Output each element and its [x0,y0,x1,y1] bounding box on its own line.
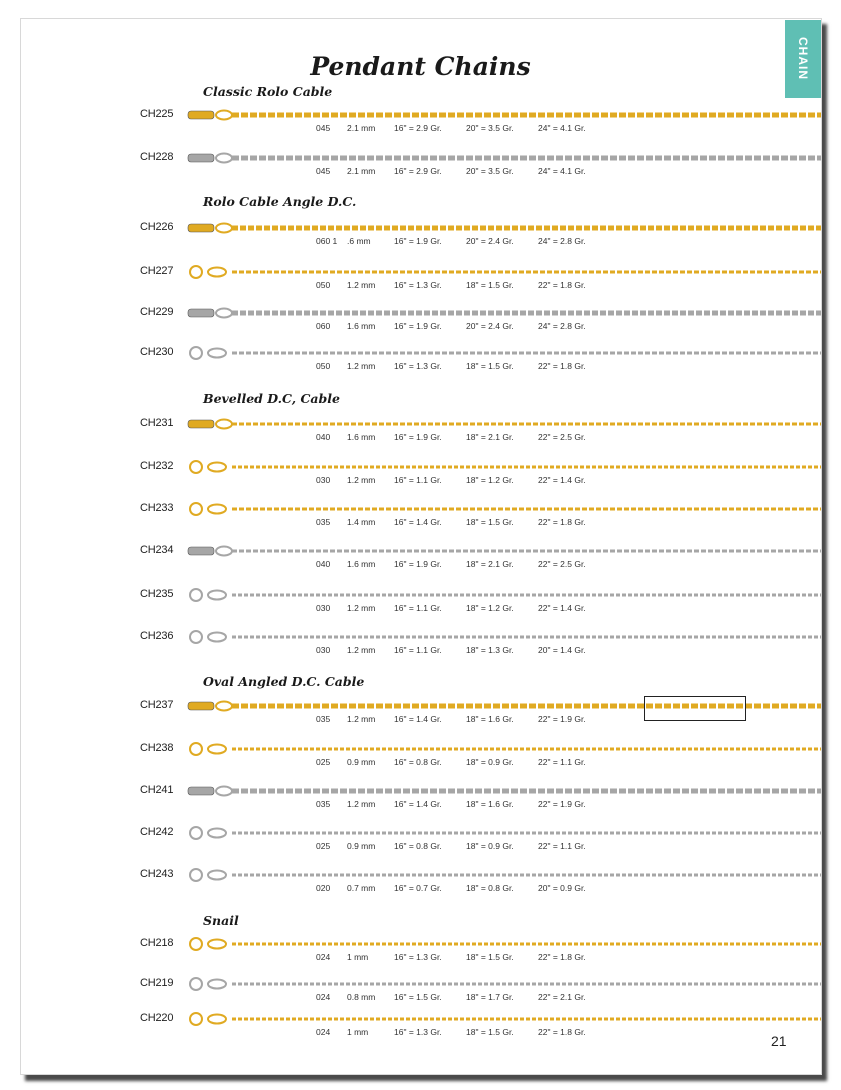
chain-spec-weight-b: 18" = 2.1 Gr. [466,559,514,569]
chain-spec-weight-a: 16" = 1.5 Gr. [394,992,442,1002]
section-heading-oval-angled-dc-cable: Oval Angled D.C. Cable [203,674,365,689]
chain-spec-weight-a: 16" = 0.8 Gr. [394,757,442,767]
spring-ring-clasp-icon [190,631,202,643]
chain-spec-gauge: 050 [316,361,331,371]
chain-spec-gauge: 045 [316,123,331,133]
chain-spec-weight-b: 18" = 1.7 Gr. [466,992,514,1002]
chain-spec-weight-c: 20" = 0.9 Gr. [538,883,586,893]
chain-image-ch242 [186,826,821,840]
chain-spec-width: 2.1 mm [347,166,376,176]
jump-ring-icon [216,420,232,429]
chain-code-ch226: CH226 [140,221,174,233]
chain-spec-weight-b: 18" = 0.8 Gr. [466,883,514,893]
jump-ring-icon [216,224,232,233]
chain-image-ch232 [186,460,821,474]
chain-spec-weight-b: 18" = 1.5 Gr. [466,280,514,290]
chain-spec-gauge: 030 [316,475,331,485]
chain-spec-width: .6 mm [347,236,371,246]
chain-code-ch241: CH241 [140,784,174,796]
section-heading-snail: Snail [203,913,239,928]
chain-code-ch234: CH234 [140,544,174,556]
chain-spec-gauge: 045 [316,166,331,176]
chain-spec-width: 1.2 mm [347,799,376,809]
chain-code-ch220: CH220 [140,1012,174,1024]
chain-spec-weight-a: 16" = 1.1 Gr. [394,603,442,613]
chain-spec-gauge: 050 [316,280,331,290]
chain-spec-width: 0.8 mm [347,992,376,1002]
chain-spec-weight-a: 16" = 2.9 Gr. [394,123,442,133]
spring-ring-clasp-icon [190,743,202,755]
chain-code-ch233: CH233 [140,502,174,514]
chain-code-ch227: CH227 [140,265,174,277]
chain-image-ch233 [186,502,821,516]
chain-spec-weight-c: 22" = 1.9 Gr. [538,799,586,809]
chain-spec-weight-c: 22" = 1.8 Gr. [538,1027,586,1037]
chain-spec-weight-c: 22" = 2.1 Gr. [538,992,586,1002]
jump-ring-icon [216,702,232,711]
chain-image-ch236 [186,630,821,644]
chain-spec-weight-a: 16" = 1.4 Gr. [394,799,442,809]
spring-ring-clasp-icon [190,827,202,839]
lobster-clasp-icon [188,702,214,710]
chain-spec-weight-c: 22" = 2.5 Gr. [538,432,586,442]
jump-ring-icon [216,111,232,120]
chain-spec-weight-a: 16" = 1.4 Gr. [394,714,442,724]
chain-spec-gauge: 060 1 [316,236,338,246]
chain-spec-width: 2.1 mm [347,123,376,133]
spring-ring-clasp-icon [190,1013,202,1025]
spring-ring-clasp-icon [190,503,202,515]
chain-code-ch229: CH229 [140,306,174,318]
chain-spec-width: 1.2 mm [347,603,376,613]
jump-ring-icon [208,591,226,600]
chain-spec-width: 1.2 mm [347,361,376,371]
chain-spec-gauge: 030 [316,645,331,655]
chain-spec-weight-b: 20" = 3.5 Gr. [466,166,514,176]
jump-ring-icon [208,349,226,358]
chain-spec-gauge: 025 [316,757,331,767]
chain-spec-width: 1 mm [347,1027,369,1037]
page-title: Pendant Chains [310,52,531,81]
chain-image-ch231 [186,417,821,431]
jump-ring-icon [208,940,226,949]
lobster-clasp-icon [188,224,214,232]
chain-image-ch228 [186,151,821,165]
spring-ring-clasp-icon [190,347,202,359]
chain-spec-weight-b: 18" = 1.3 Gr. [466,645,514,655]
chain-spec-weight-c: 22" = 1.4 Gr. [538,603,586,613]
section-heading-classic-rolo-cable: Classic Rolo Cable [203,84,333,99]
chain-spec-weight-c: 22" = 1.9 Gr. [538,714,586,724]
section-heading-rolo-cable-angle-dc: Rolo Cable Angle D.C. [203,194,357,209]
chain-image-ch235 [186,588,821,602]
chain-spec-weight-b: 18" = 1.5 Gr. [466,517,514,527]
chain-spec-width: 1.2 mm [347,645,376,655]
chain-spec-gauge: 035 [316,714,331,724]
chain-spec-weight-c: 24" = 2.8 Gr. [538,321,586,331]
chain-image-ch220 [186,1012,821,1026]
chain-image-ch226 [186,221,821,235]
chain-spec-weight-b: 20" = 2.4 Gr. [466,236,514,246]
chain-code-ch230: CH230 [140,346,174,358]
chain-code-ch237: CH237 [140,699,174,711]
chain-spec-width: 1.6 mm [347,432,376,442]
spring-ring-clasp-icon [190,978,202,990]
chain-spec-weight-b: 18" = 1.5 Gr. [466,361,514,371]
spring-ring-clasp-icon [190,266,202,278]
chain-spec-weight-b: 18" = 1.2 Gr. [466,475,514,485]
jump-ring-icon [208,871,226,880]
chain-spec-width: 1.2 mm [347,475,376,485]
chain-spec-weight-c: 24" = 4.1 Gr. [538,123,586,133]
chain-code-ch236: CH236 [140,630,174,642]
chain-spec-gauge: 060 [316,321,331,331]
jump-ring-icon [216,787,232,796]
chain-code-ch232: CH232 [140,460,174,472]
tab-label: CHAIN [796,37,810,80]
chain-spec-gauge: 024 [316,992,331,1002]
chain-code-ch235: CH235 [140,588,174,600]
chain-image-ch219 [186,977,821,991]
chain-image-ch218 [186,937,821,951]
chain-spec-width: 0.9 mm [347,757,376,767]
chain-spec-weight-c: 22" = 1.1 Gr. [538,841,586,851]
chain-spec-weight-a: 16" = 1.3 Gr. [394,952,442,962]
chain-code-ch243: CH243 [140,868,174,880]
lobster-clasp-icon [188,111,214,119]
chain-spec-weight-c: 22" = 1.1 Gr. [538,757,586,767]
chain-spec-weight-b: 18" = 1.6 Gr. [466,799,514,809]
chain-code-ch225: CH225 [140,108,174,120]
chain-spec-weight-b: 18" = 1.6 Gr. [466,714,514,724]
chain-spec-width: 1.6 mm [347,559,376,569]
lobster-clasp-icon [188,420,214,428]
section-heading-bevelled-dc-cable: Bevelled D.C, Cable [203,391,340,406]
jump-ring-icon [208,829,226,838]
page-number: 21 [771,1033,787,1049]
chain-spec-weight-a: 16" = 1.9 Gr. [394,559,442,569]
jump-ring-icon [216,309,232,318]
chain-spec-weight-c: 24" = 4.1 Gr. [538,166,586,176]
chain-spec-weight-b: 20" = 2.4 Gr. [466,321,514,331]
chain-spec-weight-a: 16" = 2.9 Gr. [394,166,442,176]
chain-code-ch238: CH238 [140,742,174,754]
chain-spec-weight-b: 18" = 0.9 Gr. [466,841,514,851]
jump-ring-icon [208,633,226,642]
chain-image-ch243 [186,868,821,882]
chain-code-ch218: CH218 [140,937,174,949]
chain-spec-gauge: 024 [316,952,331,962]
chain-spec-weight-c: 20" = 1.4 Gr. [538,645,586,655]
chain-spec-gauge: 040 [316,432,331,442]
jump-ring-icon [208,505,226,514]
chain-spec-width: 0.7 mm [347,883,376,893]
chain-spec-weight-a: 16" = 1.9 Gr. [394,432,442,442]
chain-spec-width: 1.6 mm [347,321,376,331]
jump-ring-icon [216,547,232,556]
chain-spec-weight-c: 24" = 2.8 Gr. [538,236,586,246]
chain-spec-weight-a: 16" = 0.7 Gr. [394,883,442,893]
lobster-clasp-icon [188,787,214,795]
chain-spec-weight-a: 16" = 1.3 Gr. [394,280,442,290]
spring-ring-clasp-icon [190,938,202,950]
chain-spec-weight-a: 16" = 1.1 Gr. [394,645,442,655]
chain-code-ch228: CH228 [140,151,174,163]
chain-spec-weight-b: 20" = 3.5 Gr. [466,123,514,133]
chain-image-ch238 [186,742,821,756]
jump-ring-icon [208,745,226,754]
chain-spec-weight-a: 16" = 1.4 Gr. [394,517,442,527]
chain-spec-weight-a: 16" = 1.9 Gr. [394,321,442,331]
chain-spec-width: 1.2 mm [347,714,376,724]
spring-ring-clasp-icon [190,869,202,881]
jump-ring-icon [208,980,226,989]
chain-spec-weight-a: 16" = 1.3 Gr. [394,1027,442,1037]
chain-image-ch227 [186,265,821,279]
chain-image-ch225 [186,108,821,122]
chain-spec-gauge: 024 [316,1027,331,1037]
chain-code-ch231: CH231 [140,417,174,429]
spring-ring-clasp-icon [190,461,202,473]
chain-spec-gauge: 035 [316,799,331,809]
chain-spec-weight-a: 16" = 1.1 Gr. [394,475,442,485]
chain-spec-weight-b: 18" = 0.9 Gr. [466,757,514,767]
jump-ring-icon [216,154,232,163]
chain-spec-gauge: 035 [316,517,331,527]
chain-spec-weight-a: 16" = 1.9 Gr. [394,236,442,246]
jump-ring-icon [208,1015,226,1024]
chain-spec-width: 1 mm [347,952,369,962]
chain-image-ch234 [186,544,821,558]
lobster-clasp-icon [188,547,214,555]
chain-spec-weight-c: 22" = 1.8 Gr. [538,952,586,962]
chain-spec-weight-c: 22" = 1.8 Gr. [538,361,586,371]
chain-spec-weight-c: 22" = 2.5 Gr. [538,559,586,569]
chain-spec-gauge: 030 [316,603,331,613]
spring-ring-clasp-icon [190,589,202,601]
chain-code-ch242: CH242 [140,826,174,838]
chain-spec-gauge: 025 [316,841,331,851]
lobster-clasp-icon [188,154,214,162]
chain-spec-weight-b: 18" = 1.2 Gr. [466,603,514,613]
chain-spec-weight-c: 22" = 1.8 Gr. [538,280,586,290]
chain-spec-weight-b: 18" = 2.1 Gr. [466,432,514,442]
chain-link-detail-box [644,696,746,721]
chain-spec-weight-b: 18" = 1.5 Gr. [466,952,514,962]
jump-ring-icon [208,268,226,277]
jump-ring-icon [208,463,226,472]
chain-spec-width: 1.2 mm [347,280,376,290]
chain-spec-weight-a: 16" = 1.3 Gr. [394,361,442,371]
chain-spec-weight-b: 18" = 1.5 Gr. [466,1027,514,1037]
chain-spec-gauge: 020 [316,883,331,893]
chain-spec-weight-c: 22" = 1.4 Gr. [538,475,586,485]
chain-image-ch241 [186,784,821,798]
chain-spec-weight-c: 22" = 1.8 Gr. [538,517,586,527]
chain-spec-gauge: 040 [316,559,331,569]
chain-image-ch229 [186,306,821,320]
chain-spec-width: 1.4 mm [347,517,376,527]
chain-spec-weight-a: 16" = 0.8 Gr. [394,841,442,851]
chain-spec-width: 0.9 mm [347,841,376,851]
chain-code-ch219: CH219 [140,977,174,989]
chain-image-ch230 [186,346,821,360]
lobster-clasp-icon [188,309,214,317]
